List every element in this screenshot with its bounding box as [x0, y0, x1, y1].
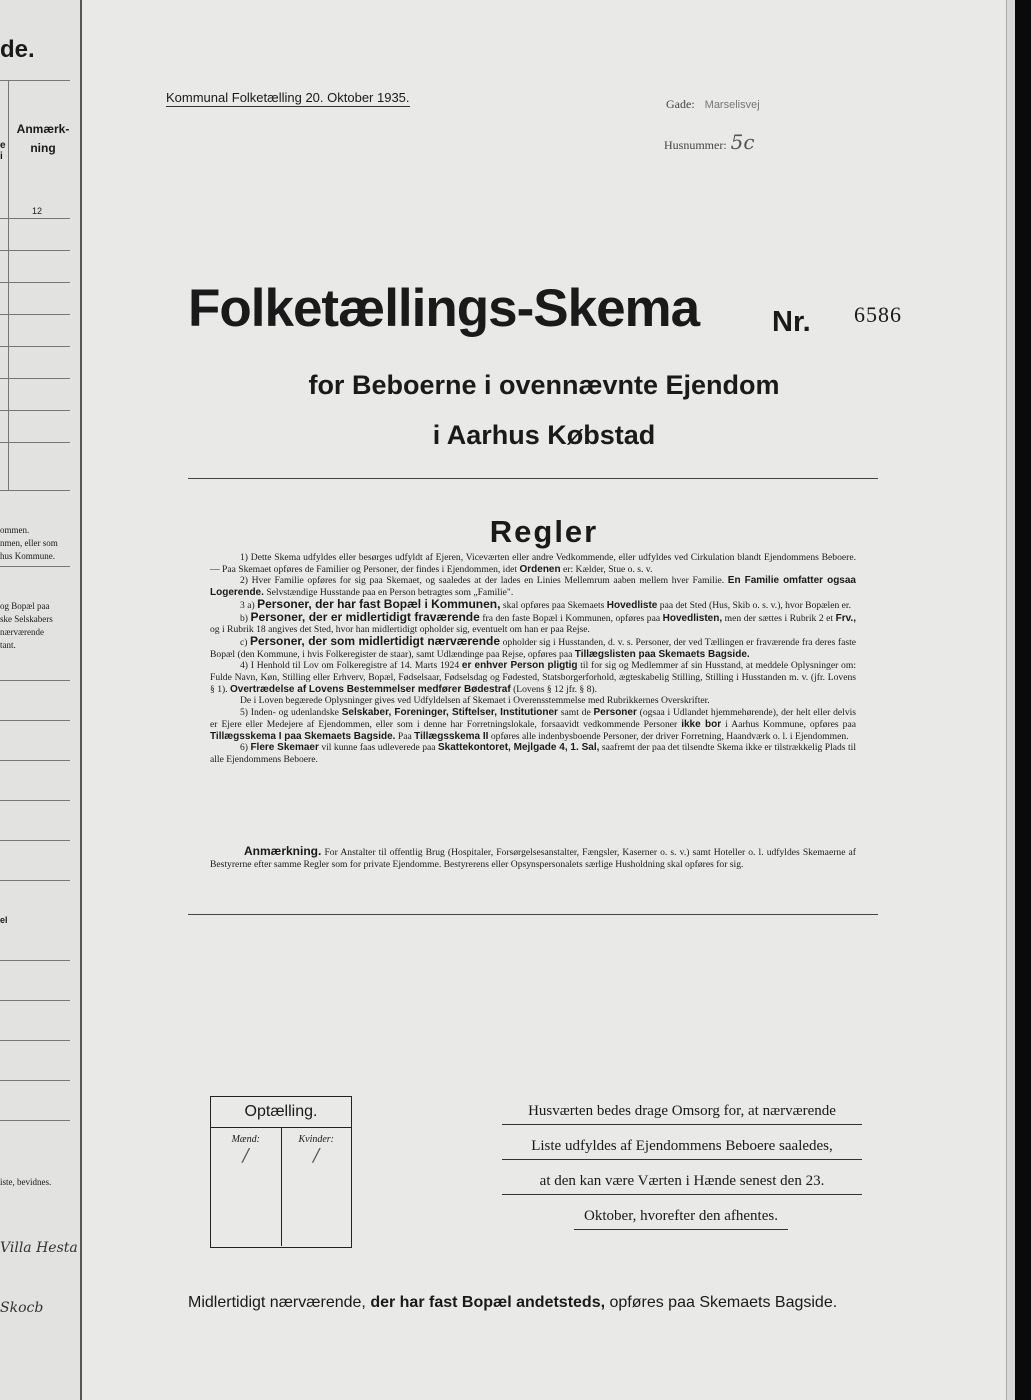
count-men-value: / — [242, 1145, 249, 1166]
rule-text: 1) Dette Skema udfyldes eller besørges udfyldt af Ejeren, Viceværten eller andre Vedkommende, eller udfyldes ved Cirkulation blandt Ejendommens Beboere. — Paa Skemaet opføres de Familier og Personer, der findes i Ejendommen, idet — [210, 552, 856, 575]
husnummer-label: Husnummer: — [664, 138, 727, 152]
left-page-text: og Bopæl paa ske Selskabers nærværende tant. — [0, 601, 53, 650]
gade-label: Gade: — [666, 97, 695, 111]
rule-text: paa det Sted (Hus, Skib o. s. v.), hvor Bopælen er. — [659, 599, 851, 611]
left-page-rule — [0, 840, 70, 841]
rule-emphasis: Personer, der har fast Bopæl i Kommunen, — [257, 596, 501, 611]
rule-3b — [210, 609, 856, 636]
husnummer-value: 5c — [730, 130, 755, 154]
left-page-rule — [0, 760, 70, 761]
rule-text: opføres alle indenbysboende Personer, der driver Forretning, Haandværk o. l. i Ejendommen. — [490, 730, 849, 742]
page-edge — [1006, 0, 1015, 1400]
rule-text: skal opføres paa Skemaets — [502, 599, 605, 611]
left-page-rule — [0, 410, 70, 411]
rule-emphasis: Hovedliste — [606, 599, 658, 611]
left-page-column-header — [8, 120, 78, 158]
note-label: Anmærkning. — [244, 844, 322, 858]
divider — [188, 914, 878, 915]
left-page-rule — [0, 720, 70, 721]
left-page-handwriting: Skocb — [0, 1300, 44, 1316]
footer-emphasis: der har fast Bopæl andetsteds, — [370, 1294, 606, 1311]
left-page-rule — [0, 378, 70, 379]
rule-emphasis: Hovedlisten, — [662, 612, 723, 624]
left-page-rule — [0, 1000, 70, 1001]
left-page-text: ommen. nmen, eller som hus Kommune. — [0, 525, 58, 561]
count-men-label: Mænd: — [231, 1134, 260, 1145]
rule-text: 3 a) — [240, 599, 255, 611]
left-page-rule — [0, 314, 70, 315]
rule-text: i Aarhus Kommune, opføres paa — [725, 718, 856, 730]
instruction-line: at den kan være Værten i Hænde senest den 23. — [502, 1170, 862, 1195]
gade-field — [666, 97, 760, 112]
left-page-rule — [0, 566, 70, 567]
left-page-rule — [0, 250, 70, 251]
rule-text: 2) Hver Familie opføres for sig paa Skemaet, og saaledes at der lades en Linies Mellemrum aaben mellem hver Familie. — [240, 575, 725, 587]
rule-emphasis: er enhver Person pligtig — [461, 660, 578, 672]
left-page-column-letter: e i — [0, 140, 6, 162]
rule-emphasis: En Familie omfatter ogsaa Logerende. — [210, 575, 856, 599]
rule-text: men der sættes i Rubrik 2 et — [724, 612, 834, 624]
landlord-instruction — [502, 1100, 862, 1240]
rule-emphasis: Tillægsskema I paa Skemaets Bagside. — [210, 730, 396, 742]
rule-text: De i Loven begærede Oplysninger gives ved Udfyldelsen af Skemaet i Overensstemmelse med Rubrikkernes Overskrifter. — [240, 695, 710, 707]
rule-3c — [210, 633, 856, 660]
note-paragraph — [210, 844, 856, 871]
count-women-column — [281, 1128, 352, 1246]
rule-6 — [210, 742, 856, 765]
census-form-page — [82, 0, 1006, 1400]
rule-text: opholder sig i Husstanden, d. v. s. Personer, der ved Tællingen er fraværende fra deres faste Bopæl (den Kommune, i hvis Folkeregister de staar), samt Udlændinge paa Rejse, opføres paa — [210, 636, 856, 660]
rule-text: fra den faste Bopæl i Kommunen, opføres paa — [482, 612, 661, 624]
rule-emphasis: Personer — [593, 707, 637, 719]
count-box — [210, 1096, 352, 1248]
note-block — [210, 844, 856, 871]
rule-text: Selvstændige Husstande paa en Person betragtes som „Familie". — [266, 587, 514, 599]
left-page-rule — [0, 442, 70, 443]
count-men-column — [211, 1128, 281, 1246]
left-page-rule — [0, 346, 70, 347]
rule-emphasis: Personer, der som midlertidigt nærværende — [250, 633, 501, 648]
instruction-line: Oktober, hvorefter den afhentes. — [574, 1205, 788, 1230]
rule-text: (Lovens § 12 jfr. § 8). — [513, 683, 598, 695]
left-page-column-number: 12 — [32, 206, 43, 216]
left-page-rule — [0, 490, 70, 491]
divider — [188, 478, 878, 479]
rule-emphasis: Personer, der er midlertidigt fraværende — [250, 609, 480, 624]
rule-text: til for sig og Medlemmer af sin Husstand, at meddele Oplysninger om: Fulde Navn, Køn, Stilling eller Erhverv, Bopæl, Fødselsaar, Fødselsdag og Fødested, Statsborgerforhold, ægteskabelig Stilling, Stilling i Husstanden m. v. (jfr. Lovens § 1). — [210, 660, 856, 695]
form-subtitle-location: i Aarhus Købstad — [432, 420, 656, 450]
rule-emphasis: Selskaber, Foreninger, Stiftelser, Institutioner — [341, 707, 558, 719]
rule-text: vil kunne faas udleverede paa — [321, 742, 436, 754]
rules-text — [210, 552, 856, 766]
rule-emphasis: Ordenen — [519, 563, 561, 575]
rule-text: 5) Inden- og udenlandske — [240, 707, 339, 719]
left-page-rule — [0, 960, 70, 961]
count-box-title: Optælling. — [211, 1097, 351, 1128]
rules-heading: Regler — [489, 514, 599, 549]
left-page-rule — [0, 1080, 70, 1081]
form-subtitle: for Beboerne i ovennævnte Ejendom — [308, 370, 780, 400]
form-number-label: Nr. — [772, 306, 811, 338]
rule-emphasis: Skattekontoret, Mejlgade 4, 1. Sal, — [438, 742, 600, 754]
rule-text: og i Rubrik 18 angives det Sted, hvor han midlertidigt opholder sig, eventuelt om han er paa Rejse. — [210, 624, 590, 636]
rule-text: er: Kælder, Stue o. s. v. — [563, 563, 653, 575]
count-women-label: Kvinder: — [298, 1134, 335, 1145]
left-page-rule — [0, 1040, 70, 1041]
footer-text: opføres paa Skemaets Bagside. — [609, 1294, 838, 1311]
left-page-rule — [0, 1120, 70, 1121]
instruction-line: Liste udfyldes af Ejendommens Beboere saaledes, — [502, 1135, 862, 1160]
left-page-rule — [0, 80, 70, 81]
form-title: Folketællings-Skema — [188, 279, 700, 338]
rule-5 — [210, 707, 856, 742]
rule-text: 6) — [240, 742, 248, 754]
rule-emphasis: Frv., — [835, 612, 856, 624]
count-box-columns — [211, 1128, 351, 1246]
rule-4 — [210, 660, 856, 695]
rule-text: saafremt der paa det tilsendte Skema ikke er tilstrækkelig Plads til alle Ejendommens Beboere. — [210, 742, 856, 765]
rule-emphasis: Flere Skemaer — [250, 742, 319, 754]
footer-text: Midlertidigt nærværende, — [188, 1294, 366, 1311]
left-page-rule — [0, 282, 70, 283]
rule-text: samt de — [560, 707, 591, 719]
footer-note — [188, 1294, 837, 1312]
left-page-rule — [0, 218, 70, 219]
left-page-column-header-text: Anmærk- ning — [16, 122, 70, 155]
rule-text: Paa — [397, 730, 412, 742]
rule-4-cont — [210, 695, 856, 707]
census-label: Kommunal Folketælling 20. Oktober 1935. — [166, 90, 410, 105]
rule-text: (ogsaa i Udlandet hjemmehørende), der helt eller delvis er Ejere eller Medejere af Ejendommen, eller som i denne har Forretningslokale, forsaavidt vedkommende Personer — [210, 707, 857, 730]
left-page-rule — [0, 800, 70, 801]
rule-text: 4) I Henhold til Lov om Folkeregistre af 14. Marts 1924 — [240, 660, 460, 672]
left-page-fragment — [0, 0, 82, 1400]
rule-emphasis: ikke bor — [681, 718, 722, 730]
left-page-handwriting: Villa Hesta — [0, 1240, 78, 1256]
rule-emphasis: Overtrædelse af Lovens Bestemmelser medfører Bødestraf — [230, 683, 511, 695]
count-women-value: / — [313, 1145, 320, 1166]
rule-1 — [210, 552, 856, 575]
left-page-text: iste, bevidnes. — [0, 1177, 52, 1187]
rule-text: b) — [240, 612, 248, 624]
rule-text: c) — [240, 636, 248, 648]
form-number-value: 6586 — [854, 302, 902, 327]
note-text: For Anstalter til offentlig Brug (Hospitaler, Forsørgelsesanstalter, Fængsler, Kaserner o. s. v.) samt Hoteller o. l. udfyldes Skemaerne af Bestyrerne efter samme Regler som for private Ejendomme. Bestyrerens eller Opsynspersonalets særlige Husholdning skal opføres for sig. — [210, 847, 856, 870]
left-page-rule — [0, 880, 70, 881]
instruction-line: Husværten bedes drage Omsorg for, at nærværende — [502, 1100, 862, 1125]
gade-value: Marselisvej — [704, 99, 760, 111]
left-page-text: el — [0, 915, 8, 925]
left-page-rule — [0, 680, 70, 681]
rule-2 — [210, 575, 856, 598]
husnummer-field — [664, 130, 755, 154]
rule-emphasis: Tillægslisten paa Skemaets Bagside. — [574, 648, 750, 660]
left-page-title: de. — [0, 36, 35, 63]
rule-emphasis: Tillægsskema II — [414, 730, 489, 742]
